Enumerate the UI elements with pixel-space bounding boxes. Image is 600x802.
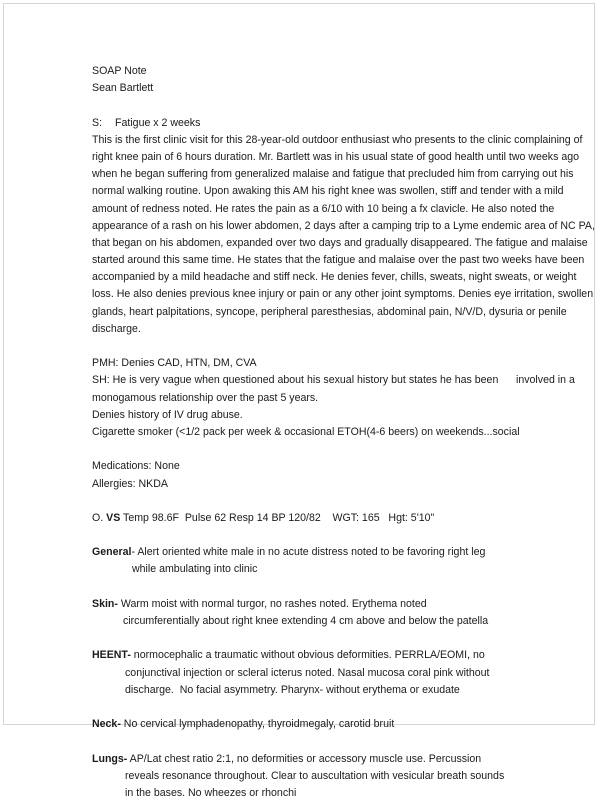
- sh-line: Cigarette smoker (<1/2 pack per week & occasional ETOH(4-6 beers) on weekends...social: [92, 425, 520, 438]
- hpi-line: accompanied by a mild headache and stiff neck. He denies fever, chills, sweats, night sweats, or weight: [92, 271, 577, 284]
- hpi-line: amount of redness noted. He rates the pain as a 6/10 with 10 being a fx clavicle. He also noted the: [92, 202, 555, 215]
- exam-neck: [92, 716, 532, 733]
- exam-text: normocephalic a traumatic without obvious deformities. PERRLA/EOMI, no: [130, 649, 485, 662]
- exam-text-cont: while ambulating into clinic: [132, 563, 258, 576]
- patient-name: Sean Bartlett: [92, 82, 154, 95]
- exam-text: No cervical lymphadenopathy, thyroidmegaly, carotid bruit: [120, 718, 395, 731]
- hpi-line: normal walking routine. Upon awaking this AM his right knee was swollen, stiff and tender with a mild: [92, 185, 564, 198]
- exam-skin: [92, 596, 532, 613]
- hpi-line: when he began suffering from generalized malaise and fatigue that precluded him from carrying out his: [92, 168, 574, 181]
- exam-text: - Alert oriented white male in no acute distress noted to be favoring right leg: [131, 546, 486, 559]
- vitals-values: Temp 98.6F Pulse 62 Resp 14 BP 120/82 WGT: 165 Hgt: 5'10": [123, 511, 435, 524]
- sh-line: Denies history of IV drug abuse.: [92, 408, 243, 421]
- exam-text-cont: discharge. No facial asymmetry. Pharynx- without erythema or exudate: [125, 683, 460, 696]
- exam-text-cont: reveals resonance throughout. Clear to auscultation with vesicular breath sounds: [125, 769, 505, 782]
- objective-label: O.: [92, 511, 104, 524]
- vitals-line: [92, 510, 532, 527]
- exam-text: AP/Lat chest ratio 2:1, no deformities or accessory muscle use. Percussion: [127, 752, 482, 765]
- subjective-heading: [92, 115, 532, 132]
- soap-note-body: [92, 63, 595, 802]
- exam-heading: General: [92, 546, 132, 559]
- exam-heent: [92, 647, 532, 664]
- hpi-line: that began on his abdomen, expanded over two days and gradually disappeared. The fatigue and malaise: [92, 236, 588, 249]
- exam-heading: HEENT-: [92, 649, 131, 662]
- vs-label: VS: [106, 511, 121, 524]
- document-page: [3, 3, 595, 799]
- allergies-line: Allergies: NKDA: [92, 477, 168, 490]
- exam-heading: Neck-: [92, 718, 121, 731]
- hpi-line: loss. He also denies previous knee injury or pain or any other joint symptoms. Denies eye irritation, swollen: [92, 288, 594, 301]
- hpi-line: glands, heart palpitations, syncope, peripheral paresthesias, abdominal pain, N/V/D, dysuria or penile: [92, 305, 567, 318]
- exam-text: Warm moist with normal turgor, no rashes noted. Erythema noted: [117, 597, 427, 610]
- sh-line: SH: He is very vague when questioned about his sexual history but states he has been involved in a: [92, 374, 575, 387]
- exam-text-cont: in the bases. No wheezes or rhonchi: [125, 786, 297, 799]
- document-title: SOAP Note: [92, 65, 147, 77]
- hpi-line: discharge.: [92, 322, 141, 335]
- exam-text-cont: circumferentially about right knee extending 4 cm above and below the patella: [123, 615, 489, 627]
- exam-lungs: [92, 751, 532, 768]
- exam-heading: Skin-: [92, 597, 118, 610]
- hpi-line: right knee pain of 6 hours duration. Mr. Bartlett was in his usual state of good health until two weeks ago: [92, 150, 580, 163]
- hpi-line: appearance of a rash on his lower abdomen, 2 days after a camping trip to a Lyme endemic area of NC PA,: [92, 219, 595, 232]
- pmh-line: PMH: Denies CAD, HTN, DM, CVA: [92, 357, 257, 370]
- hpi-line: This is the first clinic visit for this 28-year-old outdoor enthusiast who presents to the clinic complaining of: [92, 133, 583, 146]
- sh-line: monogamous relationship over the past 5 years.: [92, 391, 319, 404]
- hpi-line: started around this same time. He states that the fatigue and malaise over the past two weeks have been: [92, 254, 585, 267]
- exam-general: [92, 544, 532, 561]
- exam-text-cont: conjunctival injection or scleral icterus noted. Nasal mucosa coral pink without: [125, 666, 490, 679]
- exam-heading: Lungs-: [92, 752, 128, 765]
- chief-complaint: Fatigue x 2 weeks: [115, 116, 201, 129]
- subjective-label: S:: [92, 116, 103, 129]
- medications-line: Medications: None: [92, 460, 180, 473]
